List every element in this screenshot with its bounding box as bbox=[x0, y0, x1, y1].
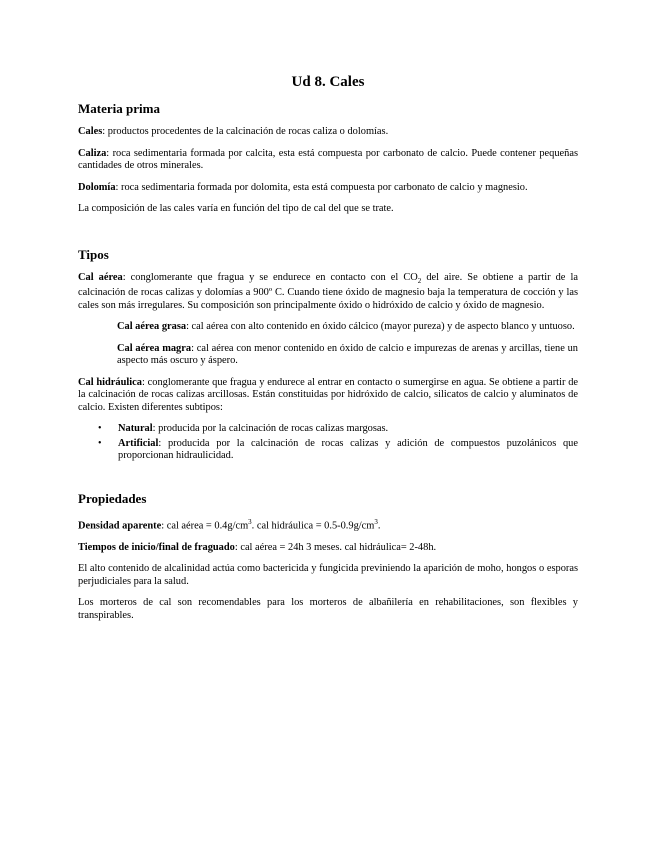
paragraph-cal-aerea: Cal aérea: conglomerante que fragua y se endurece en contacto con el $CO_2$ del aire. Se obtiene a partir de la calcinación de rocas calizas y dolomías a 900º C. Cuando tiene óxido de magnesio baja la temperatura de cocción y las cales son más irregulares. Su composición son principalmente óxido o hidróxido de calcio y óxido de magnesio. bbox=[78, 271, 578, 311]
page-title: Ud 8. Cales bbox=[291, 74, 365, 90]
term-cal-hidraulica: Cal hidráulica bbox=[78, 376, 142, 388]
list-item: • Natural: producida por la calcinación de rocas calizas margosas. bbox=[98, 423, 389, 435]
paragraph-cal-hidraulica: Cal hidráulica: conglomerante que fragua y endurece al entrar en contacto o sumergirse en agua. Se obtiene a partir de la calcinación de rocas calizas arcillosas. Están constituidas por hidróxido de calcio, silicatos de calcio y aluminatos de calcio. Existen diferentes subtipos: bbox=[78, 376, 579, 413]
section-heading-materia-prima: Materia prima bbox=[78, 101, 160, 116]
list-item: • Artificial: producida por la calcinación de rocas calizas y adición de compuestos puzolánicos que proporcionan hidraulicidad. bbox=[98, 437, 578, 462]
paragraph-tiempos: Tiempos de inicio/final de fraguado: cal aérea = 24h 3 meses. cal hidráulica= 2-48h. bbox=[78, 541, 437, 553]
paragraph-cal-aerea-grasa: Cal aérea grasa: cal aérea con alto contenido en óxido cálcico (mayor pureza) y de aspecto blanco y untuoso. bbox=[117, 321, 575, 333]
paragraph-densidad: Densidad aparente: cal aérea = $0.4g/cm^3$. cal hidráulica = $0.5-0.9g/cm^3$. bbox=[78, 517, 381, 532]
paragraph-alcalinidad: El alto contenido de alcalinidad actúa como bactericida y fungicida previniendo la aparición de moho, hongos o esporas perjudiciales para la salud. bbox=[78, 563, 578, 587]
term-tiempos: Tiempos de inicio/final de fraguado bbox=[78, 541, 235, 553]
bullet-icon: • bbox=[98, 437, 102, 449]
term-cal-aerea-magra: Cal aérea magra bbox=[117, 342, 192, 354]
paragraph-cal-aerea-magra: Cal aérea magra: cal aérea con menor contenido en óxido de calcio e impurezas de arenas y arcillas, tiene un aspecto más oscuro y áspero. bbox=[117, 342, 578, 367]
paragraph-cales: Cales: productos procedentes de la calcinación de rocas caliza o dolomías. bbox=[78, 126, 389, 137]
paragraph-caliza: Caliza: roca sedimentaria formada por calcita, esta está compuesta por carbonato de calcio. Puede contener pequeñas cantidades de otros minerales. bbox=[78, 147, 578, 171]
term-cal-aerea-grasa: Cal aérea grasa bbox=[117, 321, 187, 333]
document-page bbox=[78, 74, 578, 631]
term-densidad: Densidad aparente bbox=[78, 520, 162, 532]
section-heading-propiedades: Propiedades bbox=[78, 490, 147, 506]
term-dolomia: Dolomía bbox=[78, 181, 116, 193]
subtipos-list bbox=[78, 423, 578, 463]
term-cal-aerea: Cal aérea bbox=[78, 271, 123, 283]
term-cales: Cales bbox=[78, 126, 103, 137]
section-heading-tipos: Tipos bbox=[78, 246, 109, 262]
paragraph-morteros: Los morteros de cal son recomendables para los morteros de albañilería en rehabilitaciones, son flexibles y transpirables. bbox=[78, 597, 578, 621]
bullet-icon: • bbox=[98, 423, 102, 435]
paragraph-composicion: La composición de las cales varía en función del tipo de cal del que se trate. bbox=[78, 203, 394, 214]
paragraph-dolomia: Dolomía: roca sedimentaria formada por dolomita, esta está compuesta por carbonato de calcio y magnesio. bbox=[78, 181, 528, 193]
term-caliza: Caliza bbox=[78, 147, 107, 159]
